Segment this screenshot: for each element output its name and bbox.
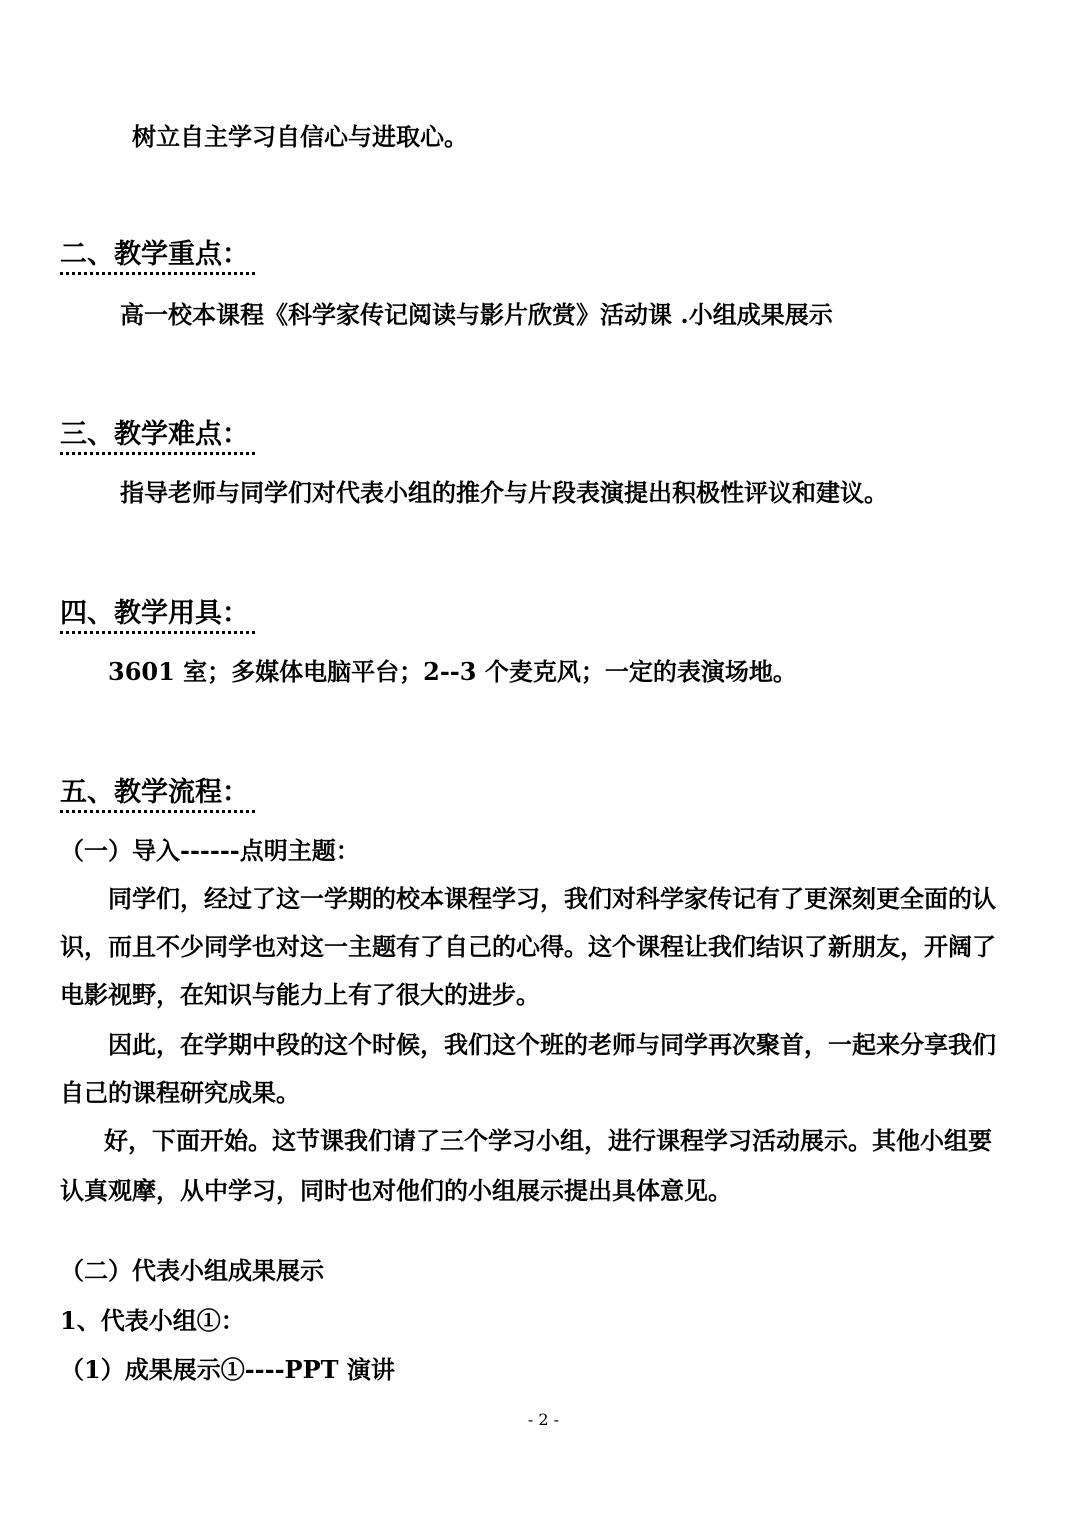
heading-tools: 四、教学用具： <box>60 597 255 634</box>
paragraph-2-line-1: 因此，在学期中段的这个时候，我们这个班的老师与同学再次聚首，一起来分享我们 <box>108 1030 996 1059</box>
tools-text: 3601 室；多媒体电脑平台；2--3 个麦克风；一定的表演场地。 <box>108 657 797 686</box>
result-1-title: （1）成果展示①----PPT 演讲 <box>60 1355 395 1384</box>
heading-key-points: 二、教学重点： <box>60 238 255 275</box>
show-title: （二）代表小组成果展示 <box>60 1256 324 1285</box>
paragraph-1-line-2: 识，而且不少同学也对这一主题有了自己的心得。这个课程让我们结识了新朋友，开阔了 <box>60 932 996 961</box>
paragraph-3-line-2: 认真观摩，从中学习，同时也对他们的小组展示提出具体意见。 <box>60 1176 732 1205</box>
heading-process: 五、教学流程： <box>60 776 255 813</box>
heading-difficulties: 三、教学难点： <box>60 418 255 455</box>
paragraph-2-line-2: 自己的课程研究成果。 <box>60 1078 300 1107</box>
group-1-title: 1、代表小组①： <box>60 1306 245 1335</box>
key-point-text: 高一校本课程《科学家传记阅读与影片欣赏》活动课 .小组成果展示 <box>120 300 833 329</box>
page-number: - 2 - <box>527 1410 560 1429</box>
paragraph-1-line-1: 同学们，经过了这一学期的校本课程学习，我们对科学家传记有了更深刻更全面的认 <box>108 884 996 913</box>
paragraph-1-line-3: 电影视野，在知识与能力上有了很大的进步。 <box>60 980 540 1009</box>
goal-text: 树立自主学习自信心与进取心。 <box>132 122 468 151</box>
paragraph-3-line-1: 好，下面开始。这节课我们请了三个学习小组，进行课程学习活动展示。其他小组要 <box>104 1126 992 1155</box>
difficulty-text: 指导老师与同学们对代表小组的推介与片段表演提出积极性评议和建议。 <box>120 478 888 507</box>
intro-title: （一）导入------点明主题： <box>60 836 360 865</box>
